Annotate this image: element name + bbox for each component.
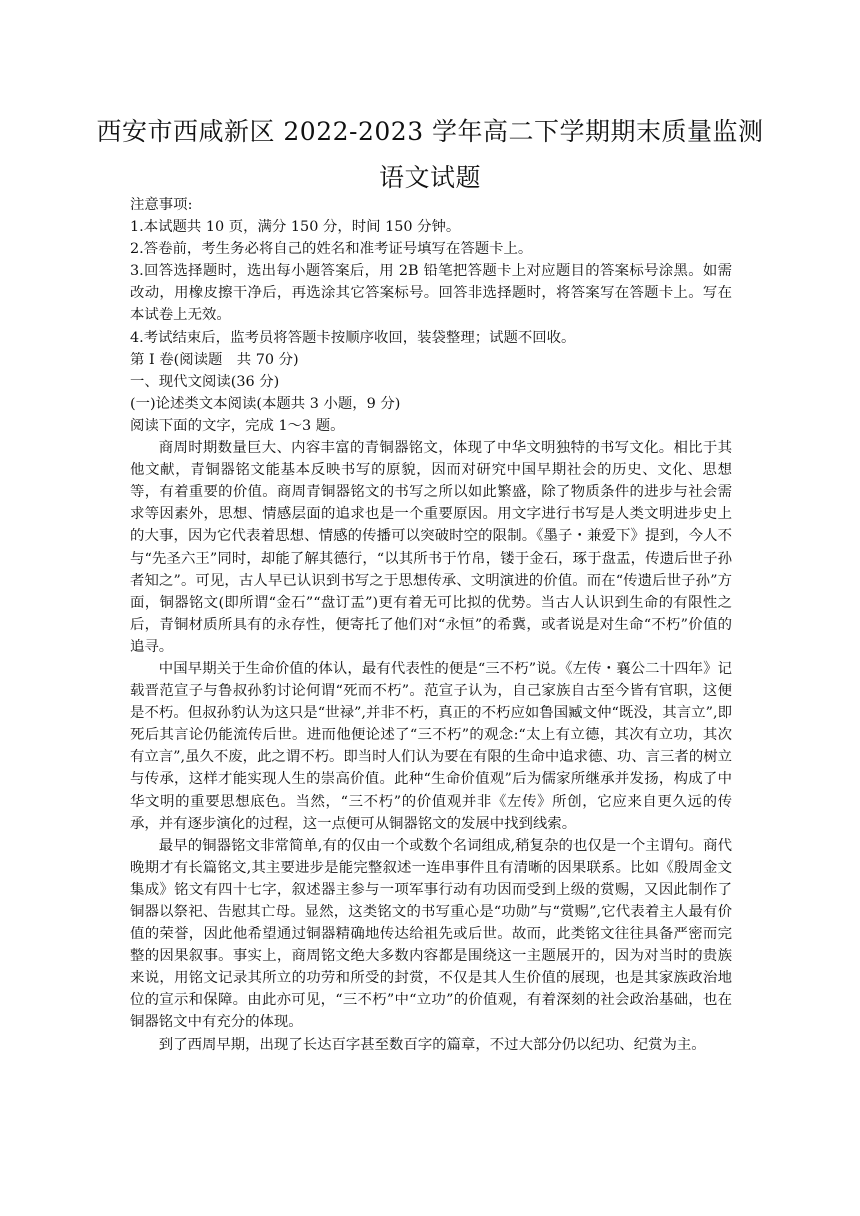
notice-item-1: 1.本试题共 10 页，满分 150 分，时间 150 分钟。 bbox=[130, 219, 461, 236]
document-body bbox=[130, 194, 732, 1056]
exam-subtitle: 语文试题 bbox=[378, 163, 481, 192]
subsection-heading: (一)论述类文本阅读(本题共 3 小题，9 分) bbox=[130, 395, 401, 412]
article-paragraph-2: 中国早期关于生命价值的体认，最有代表性的便是“三不朽”说。《左传・襄公二十四年》记载晋范宣子与鲁叔孙豹讨论何谓“死而不朽”。范宣子认为，自己家族自古至今皆有官职，这便是不朽。但叔孙豹认为这只是“世禄”,并非不朽，真正的不朽应如鲁国臧文仲“既没，其言立”,即死后其言论仍能流传后世。进而他便论述了“三不朽”的观念:“太上有立德，其次有立功，其次有立言”,虽久不废，此之谓不朽。即当时人们认为要在有限的生命中追求德、功、言三者的树立与传承，这样才能实现人生的崇高价值。此种“生命价值观”后为儒家所继承并发扬，构成了中华文明的重要思想底色。当然，“三不朽”的价值观并非《左传》所创，它应来自更久远的传承，并有逐步演化的过程，这一点便可从铜器铭文的发展中找到线索。 bbox=[130, 660, 732, 832]
notice-item-2: 2.答卷前，考生务必将自己的姓名和准考证号填写在答题卡上。 bbox=[130, 241, 533, 258]
reading-instruction: 阅读下面的文字，完成 1～3 题。 bbox=[130, 417, 345, 434]
article-paragraph-4: 到了西周早期，出现了长达百字甚至数百字的篇章，不过大部分仍以纪功、纪赏为主。 bbox=[158, 1036, 706, 1053]
section-heading: 一、现代文阅读(36 分) bbox=[130, 373, 280, 390]
exam-title: 西安市西咸新区 2022-2023 学年高二下学期期末质量监测 bbox=[96, 117, 764, 146]
article-paragraph-1: 商周时期数量巨大、内容丰富的青铜器铭文，体现了中华文明独特的书写文化。相比于其他文献，青铜器铭文能基本反映书写的原貌，因而对研究中国早期社会的历史、文化、思想等，有着重要的价值。商周青铜器铭文的书写之所以如此繁盛，除了物质条件的进步与社会需求等因素外，思想、情感层面的追求也是一个重要原因。用文字进行书写是人类文明进步史上的大事，因为它代表着思想、情感的传播可以突破时空的限制。《墨子・兼爱下》提到，今人不与“先圣六王”同时，却能了解其德行，“以其所书于竹帛，镂于金石，琢于盘盂，传遗后世子孙者知之”。可见，古人早已认识到书写之于思想传承、文明演进的价值。而在“传遗后世子孙”方面，铜器铭文(即所谓“金石”“盘订盂”)更有着无可比拟的优势。当古人认识到生命的有限性之后，青铜材质所具有的永存性，便寄托了他们对“永恒”的希冀，或者说是对生命“不朽”价值的追寻。 bbox=[130, 440, 732, 655]
article-paragraph-3: 最早的铜器铭文非常简单,有的仅由一个或数个名词组成,稍复杂的也仅是一个主谓句。商代晚期才有长篇铭文,其主要进步是能完整叙述一连串事件且有清晰的因果联系。比如《殷周金文集成》铭文有四十七字，叙述器主参与一项军事行动有功因而受到上级的赏赐，又因此制作了铜器以祭祀、告慰其亡母。显然，这类铭文的书写重心是“功勋”与“赏赐”,它代表着主人最有价值的荣誉，因此他希望通过铜器精确地传达给祖先或后世。故而，此类铭文往往具备严密而完整的因果叙事。事实上，商周铭文绝大多数内容都是围绕这一主题展开的，因为对当时的贵族来说，用铭文记录其所立的功劳和所受的封赏，不仅是其人生价值的展现，也是其家族政治地位的宣示和保障。由此亦可见，“三不朽”中“立功”的价值观，有着深刻的社会政治基础，也在铜器铭文中有充分的体现。 bbox=[130, 837, 732, 1031]
notice-item-3: 3.回答选择题时，选出每小题答案后，用 2B 铅笔把答题卡上对应题目的答案标号涂黑。如需改动，用橡皮擦干净后，再选涂其它答案标号。回答非选择题时，将答案写在答题卡上。写在本试卷上无效。 bbox=[130, 263, 732, 324]
part-heading: 第 I 卷(阅读题 共 70 分) bbox=[130, 351, 299, 368]
notice-heading: 注意事项: bbox=[130, 197, 193, 213]
notice-item-4: 4.考试结束后，监考员将答题卡按顺序收回，装袋整理；试题不回收。 bbox=[130, 329, 576, 346]
